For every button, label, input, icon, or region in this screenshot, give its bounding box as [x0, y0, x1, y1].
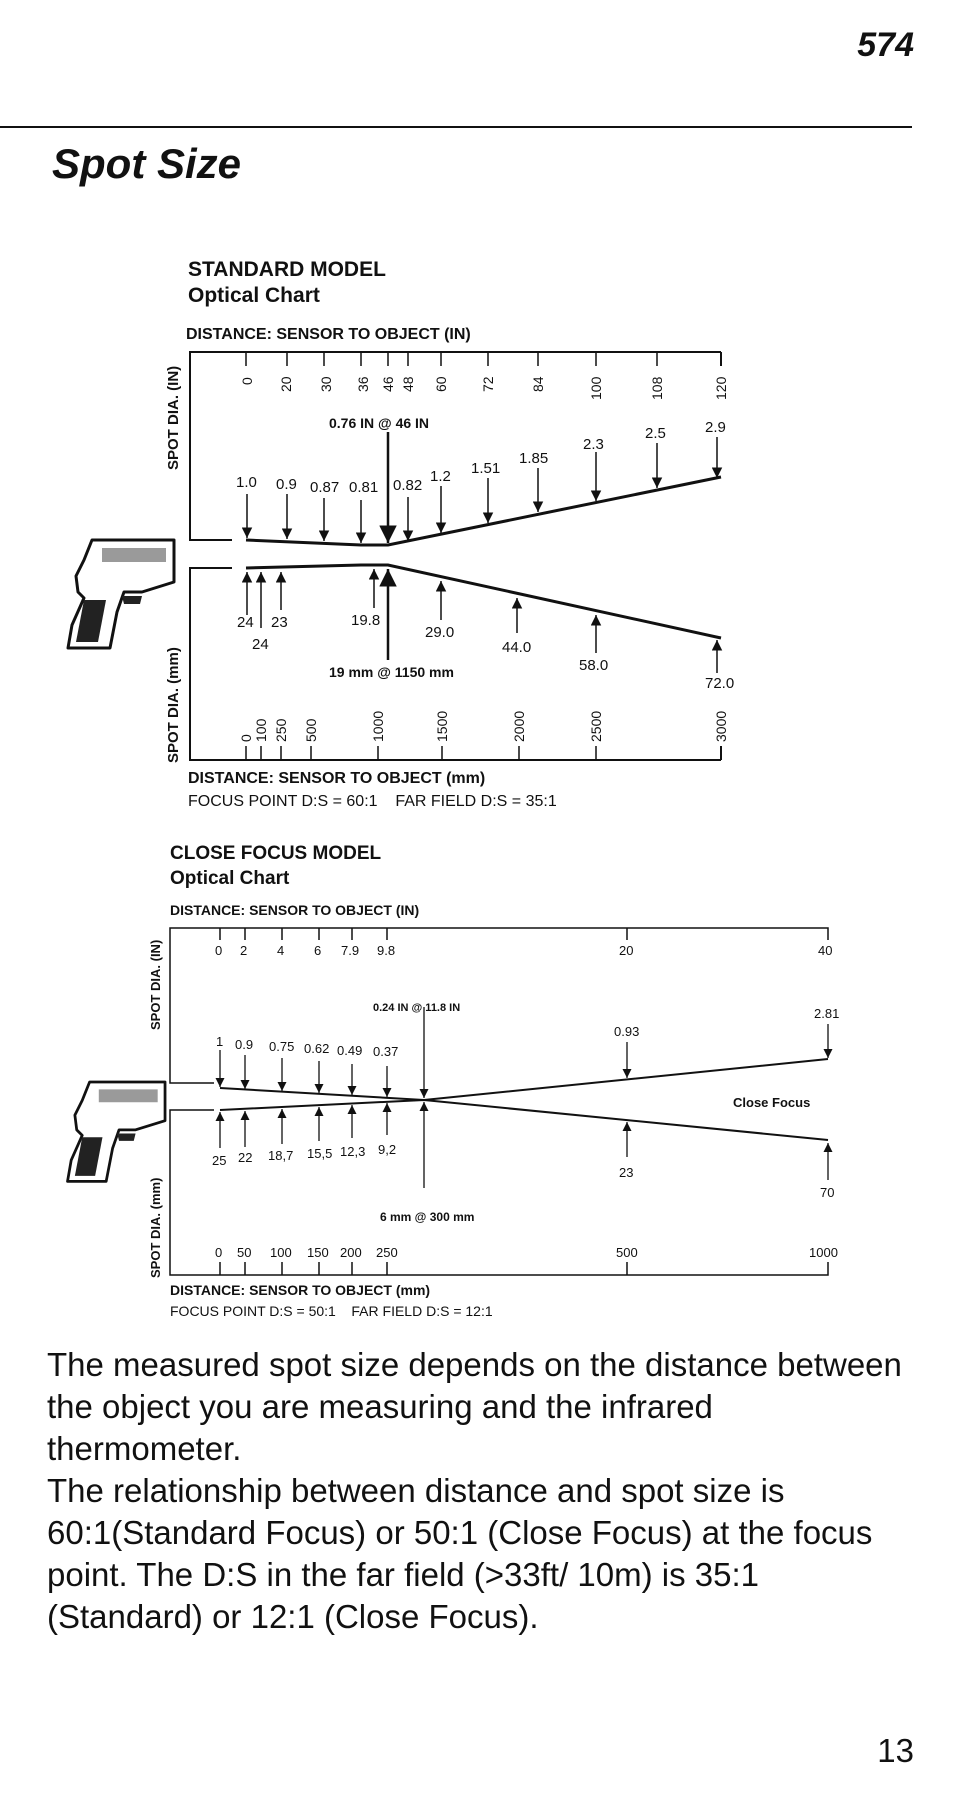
standard-inch-tick: 0: [239, 377, 255, 385]
standard-inch-value: 0.82: [393, 477, 423, 494]
close-mm-tick: 250: [376, 1245, 398, 1260]
standard-inch-value: 1.85: [519, 450, 549, 467]
close-lower-frame: [170, 1110, 828, 1275]
standard-inch-value: 2.9: [705, 419, 726, 436]
close-mm-values: [212, 1142, 834, 1224]
standard-focus-in-note: 0.76 IN @ 46 IN: [329, 415, 430, 431]
close-mm-value: 23: [619, 1165, 634, 1180]
close-top-axis-label: DISTANCE: SENSOR TO OBJECT (IN): [170, 902, 420, 918]
standard-mm-value: 29.0: [425, 624, 455, 641]
close-y-lower-label: SPOT DIA. (mm): [148, 1177, 163, 1278]
close-focus-in-note: 0.24 IN @ 11.8 IN: [373, 1002, 461, 1014]
close-inch-tick: 6: [314, 943, 322, 958]
standard-inch-tick: 20: [278, 376, 294, 392]
close-inch-tick: 4: [277, 943, 285, 958]
close-inch-tick: 9.8: [377, 943, 396, 958]
close-mm-value: 15,5: [307, 1146, 333, 1161]
close-inch-value: 0.93: [614, 1024, 640, 1039]
standard-focus-mm-note: 19 mm @ 1150 mm: [329, 664, 454, 680]
standard-upper-frame: [190, 352, 721, 540]
optical-charts: [0, 240, 954, 1320]
body-paragraph-1: The measured spot size depends on the distance between the object you are measuring and the infrared thermometer.: [47, 1346, 902, 1467]
close-inch-value: 0.75: [269, 1039, 295, 1054]
standard-inch-value: 1.2: [430, 468, 451, 485]
page-number: 13: [877, 1732, 914, 1769]
close-mm-value: 18,7: [268, 1148, 294, 1163]
standard-inch-value: 2.3: [583, 436, 604, 453]
close-mm-tick: 150: [307, 1245, 329, 1260]
close-focus-chart: [68, 843, 840, 1319]
close-upper-beam: [220, 1059, 828, 1100]
body-paragraph-2: The relationship between distance and spot size is 60:1(Standard Focus) or 50:1 (Close Focus) at the focus point. The D:S in the far field (>33ft/ 10m) is 35:1 (Standard) or 12:1 (Close Focus).: [47, 1472, 873, 1635]
close-mm-tick: 500: [616, 1245, 638, 1260]
close-inch-value: 2.81: [814, 1006, 840, 1021]
standard-inch-tick: 48: [400, 376, 416, 392]
standard-mm-value: 58.0: [579, 657, 609, 674]
close-mm-tick: 50: [237, 1245, 252, 1260]
close-heading: CLOSE FOCUS MODEL: [170, 843, 382, 864]
thermometer-icon: [68, 1082, 166, 1181]
close-upper-frame: [170, 928, 828, 1083]
standard-inch-tick: 46: [380, 376, 396, 392]
standard-inch-value: 1.51: [471, 460, 501, 477]
close-inch-value: 0.62: [304, 1041, 330, 1056]
header-rule: [0, 126, 912, 128]
standard-inch-tick: 36: [355, 376, 371, 392]
standard-mm-tick: 250: [273, 718, 289, 742]
page-title: Spot Size: [52, 140, 242, 187]
close-subheading: Optical Chart: [170, 868, 290, 889]
standard-mm-value: 72.0: [705, 675, 735, 692]
close-inch-tick: 7.9: [341, 943, 360, 958]
standard-mm-tick: 500: [303, 718, 319, 742]
standard-inch-tick: 60: [433, 376, 449, 392]
standard-mm-tick: 1500: [434, 710, 450, 742]
close-mm-value: 12,3: [340, 1144, 366, 1159]
thermometer-icon: [68, 540, 174, 648]
standard-bottom-axis-label: DISTANCE: SENSOR TO OBJECT (mm): [188, 770, 486, 787]
standard-inch-ticks: [239, 352, 729, 400]
close-mm-ticks: [215, 1245, 838, 1275]
close-ds-line: FOCUS POINT D:S = 50:1 FAR FIELD D:S = 12:1: [170, 1303, 493, 1319]
standard-mm-tick: 100: [253, 718, 269, 742]
standard-mm-value: 19.8: [351, 612, 381, 629]
standard-inch-value: 0.81: [349, 479, 379, 496]
standard-mm-tick: 0: [238, 734, 254, 742]
standard-inch-tick: 84: [530, 376, 546, 392]
close-inch-tick: 2: [240, 943, 248, 958]
close-y-upper-label: SPOT DIA. (IN): [148, 939, 163, 1030]
close-inch-tick: 40: [818, 943, 833, 958]
standard-chart: [68, 258, 734, 810]
standard-heading: STANDARD MODEL: [188, 258, 386, 281]
standard-inch-values: [236, 415, 726, 496]
standard-mm-tick: 1000: [370, 710, 386, 742]
model-number: 574: [857, 26, 914, 64]
close-mm-tick: 100: [270, 1245, 292, 1260]
standard-mm-tick: 2000: [511, 710, 527, 742]
close-inch-value: 0.9: [235, 1037, 254, 1052]
standard-lower-beam: [246, 565, 721, 638]
close-bottom-axis-label: DISTANCE: SENSOR TO OBJECT (mm): [170, 1282, 431, 1298]
close-inch-value: 1: [216, 1034, 224, 1049]
standard-mm-tick: 2500: [588, 710, 604, 742]
standard-inch-value: 2.5: [645, 425, 666, 442]
standard-inch-value: 1.0: [236, 474, 257, 491]
standard-mm-ticks: [238, 711, 729, 760]
standard-y-upper-label: SPOT DIA. (IN): [165, 365, 182, 470]
standard-y-lower-label: SPOT DIA. (mm): [165, 647, 182, 763]
close-focus-mm-note: 6 mm @ 300 mm: [380, 1210, 475, 1224]
standard-mm-value: 44.0: [502, 639, 532, 656]
standard-inch-value: 0.9: [276, 476, 297, 493]
standard-inch-tick: 30: [318, 376, 334, 392]
standard-ds-line: FOCUS POINT D:S = 60:1 FAR FIELD D:S = 35:1: [188, 793, 557, 810]
standard-top-axis-label: DISTANCE: SENSOR TO OBJECT (IN): [186, 326, 471, 343]
standard-mm-value: 23: [271, 614, 288, 631]
close-mm-tick: 1000: [809, 1245, 838, 1260]
close-inch-tick: 20: [619, 943, 634, 958]
close-mm-value: 9,2: [378, 1142, 397, 1157]
close-inch-tick: 0: [215, 943, 223, 958]
standard-mm-tick: 3000: [713, 710, 729, 742]
standard-inch-tick: 72: [480, 376, 496, 392]
close-mm-value: 70: [820, 1185, 835, 1200]
standard-inch-value: 0.87: [310, 479, 340, 496]
standard-lower-frame: [190, 568, 721, 760]
close-inch-value: 0.49: [337, 1043, 363, 1058]
close-mm-value: 25: [212, 1153, 227, 1168]
close-inch-value: 0.37: [373, 1044, 399, 1059]
standard-subheading: Optical Chart: [188, 284, 320, 307]
close-curve-label: Close Focus: [733, 1095, 811, 1110]
body-text: [47, 1344, 907, 1638]
close-inch-ticks: [215, 928, 832, 958]
close-mm-tick: 200: [340, 1245, 362, 1260]
close-mm-arrows: [220, 1102, 828, 1188]
standard-inch-tick: 100: [588, 376, 604, 400]
standard-inch-tick: 120: [713, 376, 729, 400]
close-mm-tick: 0: [215, 1245, 223, 1260]
standard-inch-tick: 108: [649, 376, 665, 400]
standard-mm-value: 24: [237, 614, 254, 631]
close-mm-value: 22: [238, 1150, 253, 1165]
standard-mm-value: 24: [252, 636, 269, 653]
